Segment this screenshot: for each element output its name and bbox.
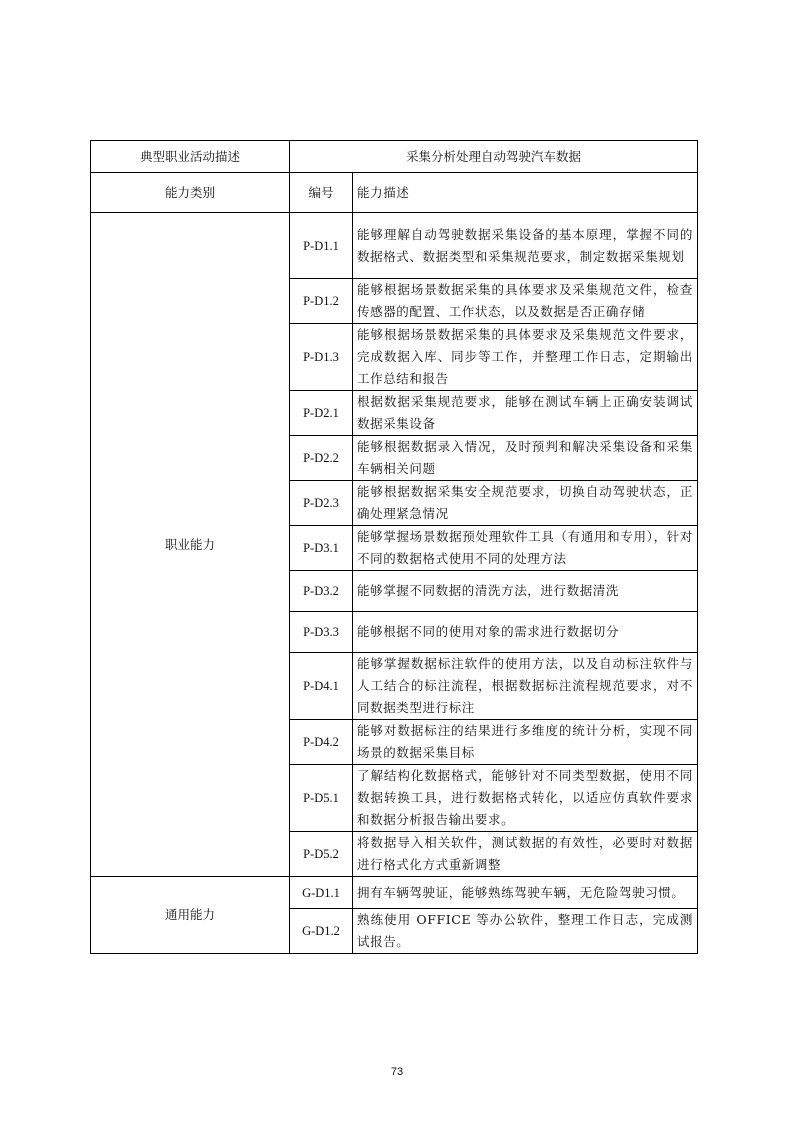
header-row (91, 141, 698, 173)
code-cell: P-D2.2 (290, 436, 353, 481)
code-cell: P-D2.1 (290, 391, 353, 436)
description-cell: 能够掌握数据标注软件的使用方法，以及自动标注软件与人工结合的标注流程，根据数据标注流程规范要求，对不同数据类型进行标注 (353, 653, 698, 720)
code-cell: G-D1.2 (290, 909, 353, 954)
description-cell: 能够根据数据采集安全规范要求，切换自动驾驶状态，正确处理紧急情况 (353, 481, 698, 526)
activity-label: 典型职业活动描述 (91, 141, 290, 173)
column-header-row (91, 173, 698, 213)
col-category-header: 能力类别 (91, 173, 290, 213)
code-cell: P-D2.3 (290, 481, 353, 526)
description-cell: 将数据导入相关软件，测试数据的有效性，必要时对数据进行格式化方式重新调整 (353, 832, 698, 877)
competency-table (90, 140, 698, 954)
table-row (91, 877, 698, 909)
col-desc-header: 能力描述 (353, 173, 698, 213)
code-cell: P-D1.2 (290, 279, 353, 324)
description-cell: 熟练使用 OFFICE 等办公软件，整理工作日志，完成测试报告。 (353, 909, 698, 954)
description-cell: 了解结构化数据格式，能够针对不同类型数据，使用不同数据转换工具，进行数据格式转化，以适应仿真软件要求和数据分析报告输出要求。 (353, 765, 698, 832)
code-cell: P-D1.3 (290, 324, 353, 391)
description-cell: 拥有车辆驾驶证，能够熟练驾驶车辆，无危险驾驶习惯。 (353, 877, 698, 909)
code-cell: P-D3.2 (290, 571, 353, 612)
description-cell: 能够对数据标注的结果进行多维度的统计分析，实现不同场景的数据采集目标 (353, 720, 698, 765)
description-cell: 能够根据数据录入情况，及时预判和解决采集设备和采集车辆相关问题 (353, 436, 698, 481)
description-cell: 能够根据不同的使用对象的需求进行数据切分 (353, 612, 698, 653)
code-cell: P-D4.2 (290, 720, 353, 765)
description-cell: 能够掌握不同数据的清洗方法，进行数据清洗 (353, 571, 698, 612)
description-cell: 根据数据采集规范要求，能够在测试车辆上正确安装调试数据采集设备 (353, 391, 698, 436)
description-cell: 能够根据场景数据采集的具体要求及采集规范文件要求，完成数据入库、同步等工作，并整理工作日志，定期输出工作总结和报告 (353, 324, 698, 391)
code-cell: P-D3.1 (290, 526, 353, 571)
activity-title: 采集分析处理自动驾驶汽车数据 (290, 141, 698, 173)
category-cell: 通用能力 (91, 877, 290, 954)
category-cell: 职业能力 (91, 213, 290, 877)
code-cell: G-D1.1 (290, 877, 353, 909)
description-cell: 能够掌握场景数据预处理软件工具（有通用和专用），针对不同的数据格式使用不同的处理方法 (353, 526, 698, 571)
code-cell: P-D3.3 (290, 612, 353, 653)
col-code-header: 编号 (290, 173, 353, 213)
page-number: 73 (390, 1066, 404, 1078)
description-cell: 能够理解自动驾驶数据采集设备的基本原理，掌握不同的数据格式、数据类型和采集规范要求，制定数据采集规划 (353, 213, 698, 279)
code-cell: P-D4.1 (290, 653, 353, 720)
table-row (91, 213, 698, 279)
code-cell: P-D5.2 (290, 832, 353, 877)
description-cell: 能够根据场景数据采集的具体要求及采集规范文件，检查传感器的配置、工作状态，以及数据是否正确存储 (353, 279, 698, 324)
code-cell: P-D1.1 (290, 213, 353, 279)
code-cell: P-D5.1 (290, 765, 353, 832)
